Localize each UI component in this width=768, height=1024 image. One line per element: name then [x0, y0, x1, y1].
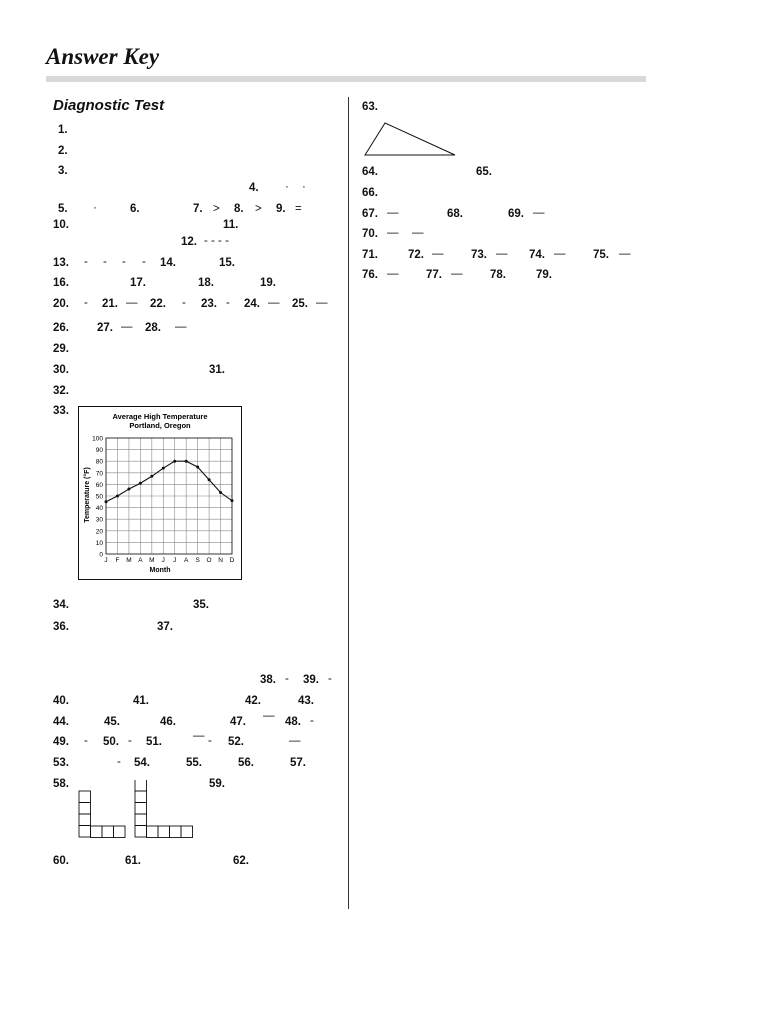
left-item-48: 48.: [285, 716, 301, 728]
answer-mark: —: [268, 297, 280, 309]
left-item-35: 35.: [193, 599, 209, 611]
left-item-14: 14.: [160, 257, 176, 269]
answer-mark: -: [142, 256, 146, 268]
left-item-42: 42.: [245, 695, 261, 707]
x-tick-label: O: [206, 557, 212, 564]
answer-mark: —: [121, 321, 133, 333]
left-item-21: 21.: [102, 298, 118, 310]
answer-mark: >: [255, 203, 262, 215]
left-item-56: 56.: [238, 757, 254, 769]
answer-mark: -: [208, 735, 212, 747]
right-item-79: 79.: [536, 269, 552, 281]
left-item-2: 2.: [58, 145, 68, 157]
header-rule: [46, 76, 646, 82]
left-item-54: 54.: [134, 757, 150, 769]
answer-mark: —: [126, 297, 138, 309]
answer-mark: -: [285, 673, 289, 685]
left-item-23: 23.: [201, 298, 217, 310]
data-point: [208, 478, 211, 481]
data-point: [219, 491, 222, 494]
right-item-76: 76.: [362, 269, 378, 281]
x-tick-label: J: [161, 557, 165, 564]
block-square: [158, 826, 170, 838]
answer-mark: -: [328, 673, 332, 685]
left-item-36: 36.: [53, 621, 69, 633]
triangle-figure: [362, 120, 462, 160]
right-item-67: 67.: [362, 208, 378, 220]
left-item-46: 46.: [160, 716, 176, 728]
left-item-51: 51.: [146, 736, 162, 748]
left-item-11: 11.: [223, 219, 239, 231]
left-item-52: 52.: [228, 736, 244, 748]
right-item-75: 75.: [593, 249, 609, 261]
left-item-59: 59.: [209, 778, 225, 790]
answer-mark: —: [412, 227, 424, 239]
answer-mark: -: [103, 256, 107, 268]
left-item-22: 22.: [150, 298, 166, 310]
answer-mark: -: [84, 735, 88, 747]
y-tick-label: 80: [95, 458, 103, 466]
answer-mark: —: [387, 207, 399, 219]
block-square: [147, 826, 159, 838]
block-square: [135, 826, 147, 838]
block-square: [170, 826, 182, 838]
x-tick-label: N: [218, 557, 223, 564]
left-item-58: 58.: [53, 778, 69, 790]
answer-mark: —: [316, 297, 328, 309]
left-item-10: 10.: [53, 219, 69, 231]
right-item-65: 65.: [476, 166, 492, 178]
left-item-30: 30.: [53, 364, 69, 376]
left-item-5: 5.: [58, 203, 68, 215]
answer-mark: ·: [302, 181, 306, 193]
data-point: [185, 460, 188, 463]
page-title: Answer Key: [46, 44, 160, 69]
answer-mark: -: [117, 756, 121, 768]
answer-mark: —: [451, 268, 463, 280]
column-divider: [348, 97, 349, 909]
left-item-17: 17.: [130, 277, 146, 289]
left-item-13: 13.: [53, 257, 69, 269]
left-item-24: 24.: [244, 298, 260, 310]
answer-mark: —: [387, 268, 399, 280]
answer-mark: —: [496, 248, 508, 260]
answer-mark: ·: [285, 181, 289, 193]
answer-mark: -: [182, 297, 186, 309]
right-item-71: 71.: [362, 249, 378, 261]
left-item-16: 16.: [53, 277, 69, 289]
x-tick-label: J: [104, 557, 108, 564]
answer-mark: —: [554, 248, 566, 260]
left-item-57: 57.: [290, 757, 306, 769]
data-point: [116, 495, 119, 498]
left-item-38: 38.: [260, 674, 276, 686]
left-item-26: 26.: [53, 322, 69, 334]
left-item-9: 9.: [276, 203, 286, 215]
answer-mark: —: [193, 730, 205, 742]
right-item-69: 69.: [508, 208, 524, 220]
left-item-50: 50.: [103, 736, 119, 748]
left-item-44: 44.: [53, 716, 69, 728]
right-item-73: 73.: [471, 249, 487, 261]
left-item-19: 19.: [260, 277, 276, 289]
block-square: [79, 826, 91, 838]
data-point: [162, 467, 165, 470]
left-item-29: 29.: [53, 343, 69, 355]
x-tick-label: J: [173, 557, 177, 564]
left-item-20: 20.: [53, 298, 69, 310]
data-point: [105, 500, 108, 503]
left-item-62: 62.: [233, 855, 249, 867]
x-tick-label: M: [126, 557, 132, 564]
left-item-27: 27.: [97, 322, 113, 334]
left-item-40: 40.: [53, 695, 69, 707]
answer-mark: ·: [93, 202, 97, 214]
left-item-28: 28.: [145, 322, 161, 334]
right-item-77: 77.: [426, 269, 442, 281]
right-item-68: 68.: [447, 208, 463, 220]
chart-x-label: Month: [149, 567, 171, 574]
right-item-74: 74.: [529, 249, 545, 261]
answer-mark: —: [263, 710, 275, 722]
left-item-1: 1.: [58, 124, 68, 136]
section-title: Diagnostic Test: [53, 97, 165, 114]
answer-mark: -: [122, 256, 126, 268]
left-item-31: 31.: [209, 364, 225, 376]
y-tick-label: 30: [95, 516, 103, 524]
left-item-15: 15.: [219, 257, 235, 269]
chart-subtitle: Portland, Oregon: [129, 421, 191, 430]
left-item-41: 41.: [133, 695, 149, 707]
left-item-32: 32.: [53, 385, 69, 397]
block-square: [79, 814, 91, 826]
y-tick-label: 100: [92, 435, 103, 443]
answer-mark: -: [226, 297, 230, 309]
left-item-25: 25.: [292, 298, 308, 310]
chart-y-label: Temperature (°F): [84, 467, 91, 523]
right-item-66: 66.: [362, 187, 378, 199]
answer-mark: —: [533, 207, 545, 219]
data-point: [231, 499, 234, 502]
left-item-4: 4.: [249, 182, 259, 194]
x-tick-label: S: [195, 557, 200, 564]
answer-mark: -: [128, 735, 132, 747]
block-figures: [78, 780, 198, 840]
data-point: [127, 488, 130, 491]
block-square: [79, 791, 91, 803]
y-tick-label: 10: [95, 539, 103, 547]
left-item-8: 8.: [234, 203, 244, 215]
x-tick-label: A: [184, 557, 189, 564]
left-item-39: 39.: [303, 674, 319, 686]
y-tick-label: 0: [99, 551, 103, 559]
answer-mark: -: [84, 297, 88, 309]
temperature-chart: [78, 406, 242, 580]
left-item-6: 6.: [130, 203, 140, 215]
y-tick-label: 40: [95, 505, 103, 513]
x-tick-label: M: [149, 557, 155, 564]
y-tick-label: 60: [95, 481, 103, 489]
right-item-63: 63.: [362, 101, 378, 113]
block-square: [102, 826, 114, 838]
left-item-12: 12.: [181, 236, 197, 248]
left-item-34: 34.: [53, 599, 69, 611]
right-item-72: 72.: [408, 249, 424, 261]
left-item-55: 55.: [186, 757, 202, 769]
data-point: [139, 482, 142, 485]
y-tick-label: 20: [95, 528, 103, 536]
data-point: [173, 460, 176, 463]
block-square: [135, 780, 147, 791]
left-item-49: 49.: [53, 736, 69, 748]
x-tick-label: A: [138, 557, 143, 564]
answer-mark: =: [295, 203, 302, 215]
y-tick-label: 50: [95, 493, 103, 501]
answer-mark: -: [84, 256, 88, 268]
left-item-18: 18.: [198, 277, 214, 289]
block-square: [135, 791, 147, 803]
answer-mark: —: [175, 321, 187, 333]
left-item-43: 43.: [298, 695, 314, 707]
left-item-33: 33.: [53, 405, 69, 417]
answer-mark: >: [213, 203, 220, 215]
answer-mark: —: [432, 248, 444, 260]
left-item-61: 61.: [125, 855, 141, 867]
x-tick-label: F: [115, 557, 120, 564]
answer-mark: - - - -: [204, 235, 229, 247]
block-square: [135, 803, 147, 815]
left-item-47: 47.: [230, 716, 246, 728]
left-item-37: 37.: [157, 621, 173, 633]
chart-title: Average High Temperature: [112, 412, 208, 421]
answer-mark: -: [310, 715, 314, 727]
block-square: [79, 803, 91, 815]
right-item-70: 70.: [362, 228, 378, 240]
left-item-53: 53.: [53, 757, 69, 769]
block-square: [135, 814, 147, 826]
left-item-3: 3.: [58, 165, 68, 177]
answer-mark: —: [289, 735, 301, 747]
block-square: [91, 826, 103, 838]
data-point: [196, 466, 199, 469]
block-square: [114, 826, 126, 838]
left-item-7: 7.: [193, 203, 203, 215]
x-tick-label: D: [229, 557, 235, 564]
left-item-60: 60.: [53, 855, 69, 867]
y-tick-label: 70: [95, 470, 103, 478]
left-item-45: 45.: [104, 716, 120, 728]
block-square: [181, 826, 193, 838]
right-item-64: 64.: [362, 166, 378, 178]
answer-mark: —: [387, 227, 399, 239]
answer-mark: —: [619, 248, 631, 260]
right-item-78: 78.: [490, 269, 506, 281]
y-tick-label: 90: [95, 447, 103, 455]
data-point: [150, 475, 153, 478]
